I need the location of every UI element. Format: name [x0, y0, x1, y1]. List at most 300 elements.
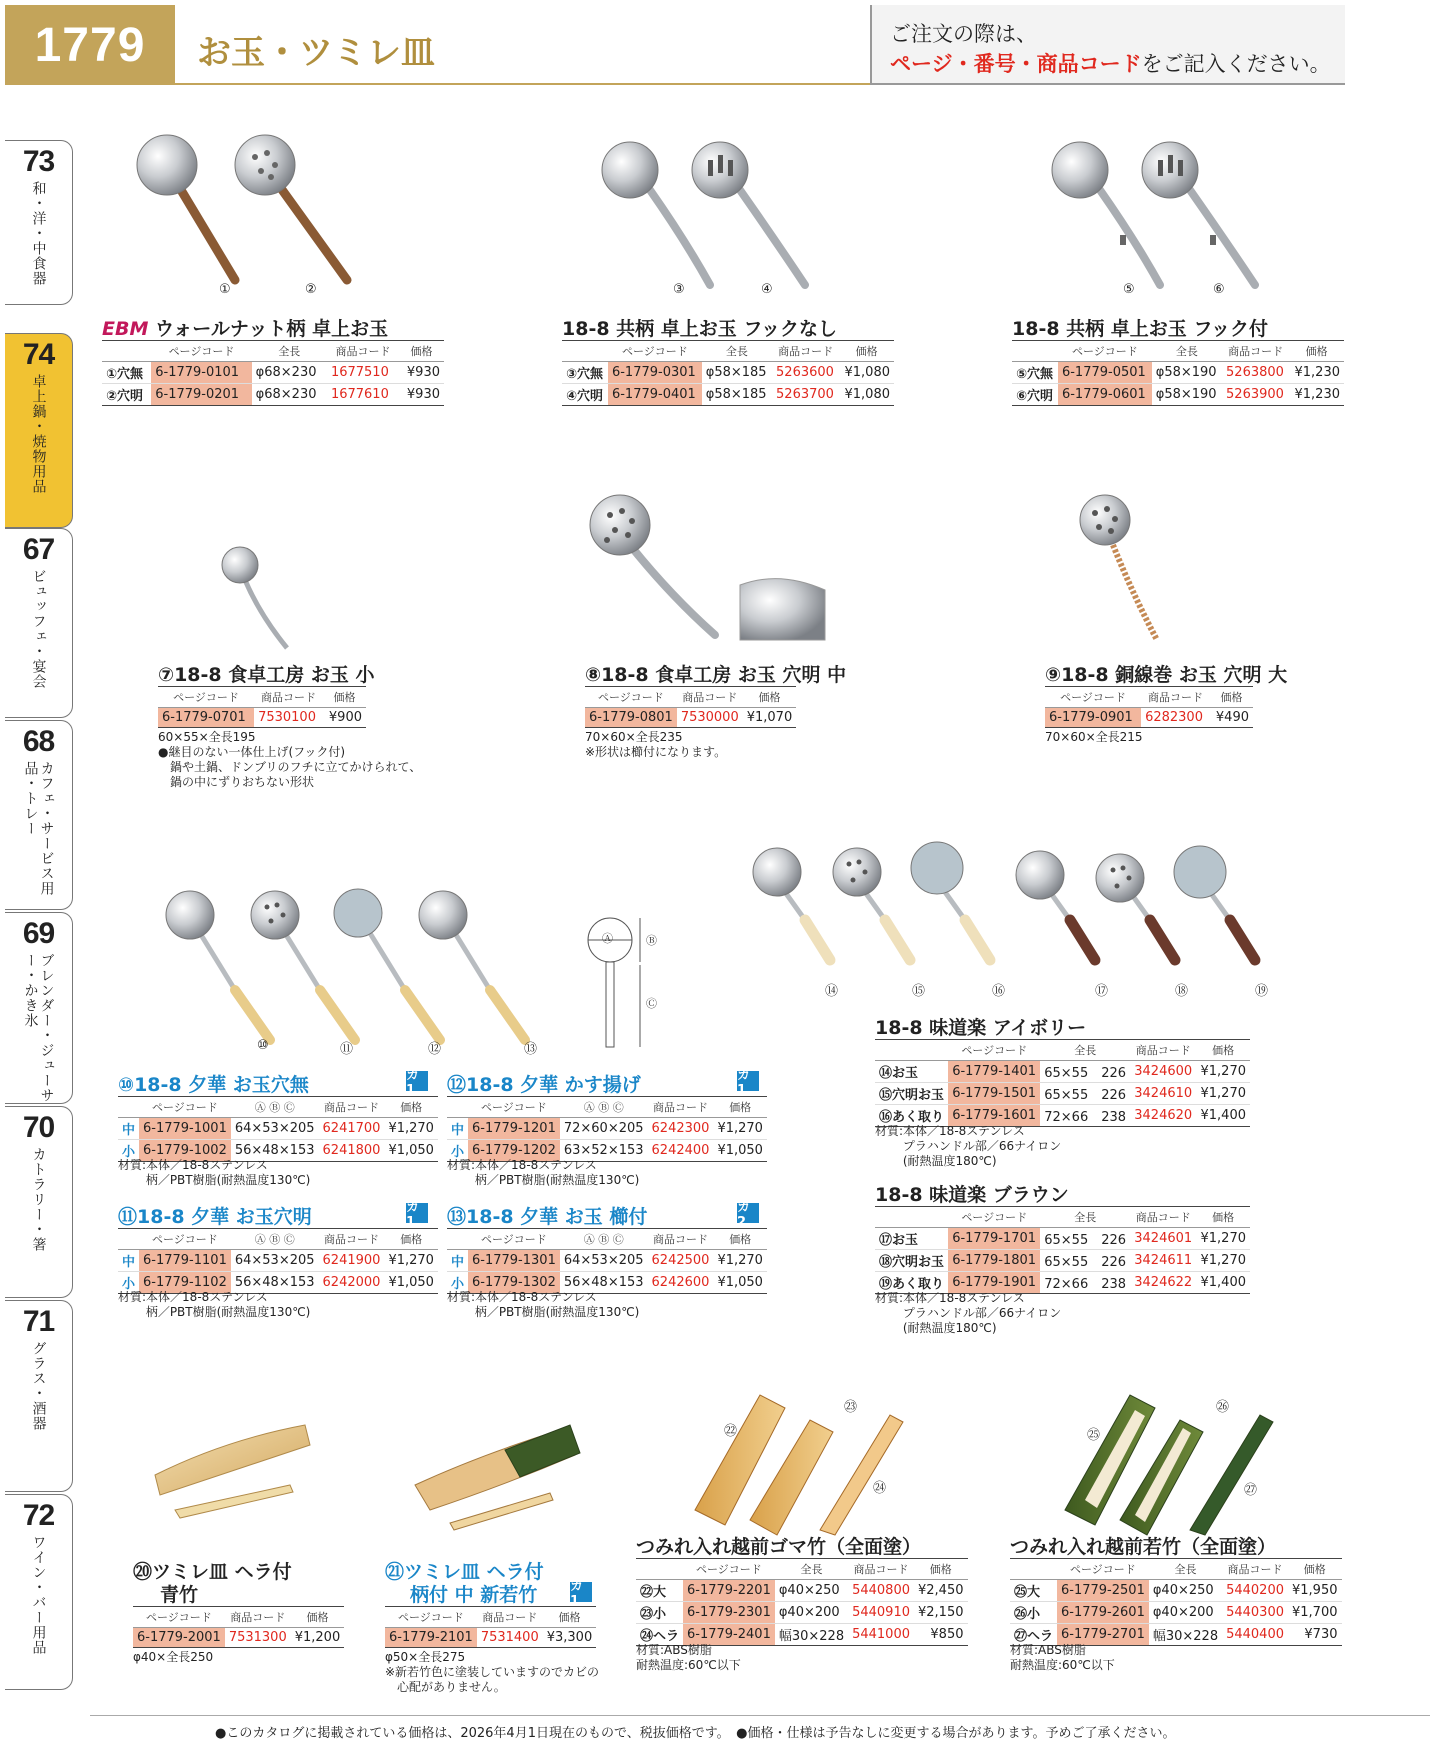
product-code: 6241700 — [319, 1118, 385, 1140]
col-header: 価格 — [384, 1229, 438, 1250]
variant: ⑯あく取り — [875, 1105, 948, 1127]
variant: ②穴明 — [102, 384, 151, 406]
variant: ㉕大 — [1010, 1580, 1057, 1602]
col-header: ページコード — [468, 1097, 560, 1118]
price: ¥850 — [914, 1624, 968, 1646]
price: ¥1,050 — [713, 1272, 767, 1294]
price: ¥1,400 — [1196, 1272, 1250, 1294]
table-row — [562, 384, 894, 406]
walnut-ladle-image — [125, 125, 365, 295]
item-number: ① — [219, 282, 231, 297]
note: ※形状は櫛付になります。 — [585, 745, 727, 759]
tab-label: グラス・酒器 — [30, 1341, 47, 1431]
variant: ㉓小 — [636, 1602, 683, 1624]
col-header: ページコード — [139, 1229, 231, 1250]
product-title: ㉑ツミレ皿 ヘラ付 — [385, 1561, 544, 1583]
col-header: ページコード — [158, 687, 254, 708]
col-header: ページコード — [608, 341, 702, 362]
col-header: Ⓐ Ⓑ Ⓒ — [560, 1229, 648, 1250]
col-header: ページコード — [468, 1229, 560, 1250]
page-number: 1779 — [5, 5, 175, 85]
table-row — [562, 362, 894, 384]
product-code: 3424620 — [1130, 1105, 1196, 1127]
page-code: 6-1779-1801 — [948, 1250, 1040, 1272]
item-number: ㉓ — [844, 1400, 858, 1415]
col-header: 商品コード — [319, 1097, 385, 1118]
price: ¥1,700 — [1288, 1602, 1342, 1624]
variant: ⑰お玉 — [875, 1228, 948, 1250]
material-note: 材質:ABS樹脂 耐熱温度:60℃以下 — [636, 1643, 741, 1672]
table-row — [636, 1580, 968, 1602]
material-note: 材質:本体／18-8ステンレス プラハンドル部／66ナイロン (耐熱温度180℃) — [875, 1291, 1062, 1335]
price: ¥730 — [1288, 1624, 1342, 1646]
col-header: 商品コード — [677, 687, 743, 708]
variant: ⑭お玉 — [875, 1061, 948, 1083]
col-header: 価格 — [291, 1607, 345, 1628]
page-code: 6-1779-2701 — [1057, 1624, 1149, 1646]
price: ¥1,270 — [1196, 1083, 1250, 1105]
product-title: つみれ入れ越前ゴマ竹（全面塗） — [636, 1536, 922, 1558]
product-code: 5440910 — [848, 1602, 914, 1624]
price-table — [133, 1606, 344, 1648]
col-header: 商品コード — [1130, 1207, 1196, 1228]
table-row — [447, 1250, 767, 1272]
item-number: ⑪ — [340, 1042, 354, 1057]
size: 65×55 226 — [1040, 1061, 1130, 1083]
product-title: ⑨18-8 銅線巻 お玉 穴明 大 — [1045, 664, 1288, 686]
variant: ⑲あく取り — [875, 1272, 948, 1294]
brand-label: EBM — [102, 318, 149, 340]
product-code: 5440400 — [1222, 1624, 1288, 1646]
product-title: 18-8 共柄 卓上お玉 フック付 — [1012, 318, 1269, 340]
col-header: 価格 — [839, 341, 894, 362]
size-label: 小 — [447, 1140, 468, 1162]
product-title: つみれ入れ越前若竹（全面塗） — [1010, 1536, 1277, 1558]
page-code: 6-1779-0401 — [608, 384, 702, 406]
col-header: ページコード — [151, 341, 251, 362]
price: ¥1,200 — [291, 1628, 345, 1648]
col-header: 全長 — [775, 1559, 848, 1580]
tab-number: 69 — [22, 917, 55, 950]
product-title: ⑪18-8 夕華 お玉穴明 — [118, 1206, 312, 1228]
size: φ40×250 — [1149, 1580, 1222, 1602]
page-code: 6-1779-1102 — [139, 1272, 231, 1294]
page-code: 6-1779-2301 — [683, 1602, 775, 1624]
size-label: 中 — [447, 1250, 468, 1272]
item-number: ④ — [761, 282, 773, 297]
page-code: 6-1779-2501 — [1057, 1580, 1149, 1602]
size: 64×53×205 — [231, 1118, 319, 1140]
table-row — [1045, 708, 1253, 728]
product-code: 1677510 — [327, 362, 399, 384]
col-header: 商品コード — [648, 1229, 714, 1250]
item-number: ⑩ — [257, 1038, 269, 1053]
table-row — [875, 1250, 1250, 1272]
size-label: 中 — [118, 1250, 139, 1272]
page-code: 6-1779-1901 — [948, 1272, 1040, 1294]
variant: ⑱穴明お玉 — [875, 1250, 948, 1272]
product-code: 3424622 — [1130, 1272, 1196, 1294]
page-code: 6-1779-1501 — [948, 1083, 1040, 1105]
page-code: 6-1779-2401 — [683, 1624, 775, 1646]
page-title: お玉・ツミレ皿 — [197, 33, 435, 73]
page-code: 6-1779-0601 — [1058, 384, 1152, 406]
tab-label: カトラリー・箸 — [30, 1147, 47, 1252]
price: ¥1,400 — [1196, 1105, 1250, 1127]
price-table — [1012, 340, 1344, 406]
variant: ㉔ヘラ — [636, 1624, 683, 1646]
item-number: ⑰ — [1095, 984, 1109, 999]
material-note: 材質:本体／18-8ステンレス 柄／PBT樹脂(耐熱温度130℃) — [118, 1290, 311, 1319]
price-table — [875, 1039, 1250, 1127]
material-note: 材質:本体／18-8ステンレス 柄／PBT樹脂(耐熱温度130℃) — [447, 1158, 640, 1187]
ka-badge: カ1 — [570, 1582, 592, 1602]
price-table — [118, 1096, 438, 1162]
col-header: 商品コード — [254, 687, 323, 708]
variant: ①穴無 — [102, 362, 151, 384]
table-row — [118, 1250, 438, 1272]
product-title: ⑫18-8 夕華 かす揚げ — [447, 1074, 641, 1096]
product-notes — [585, 730, 726, 760]
price: ¥490 — [1210, 708, 1253, 728]
size: 65×55 226 — [1040, 1250, 1130, 1272]
product-code: 6242300 — [648, 1118, 714, 1140]
ajidoraku-ladles-image — [745, 840, 1315, 995]
size: 65×55 226 — [1040, 1083, 1130, 1105]
tab-label: カフェ・サービス用品・トレー — [22, 761, 55, 896]
page-code: 6-1779-1302 — [468, 1272, 560, 1294]
tab-71[interactable] — [5, 1300, 73, 1492]
notice-rest: をご記入ください。 — [1141, 52, 1331, 76]
hookless-ladle-image — [590, 135, 830, 295]
page-code: 6-1779-2601 — [1057, 1602, 1149, 1624]
size: 56×48×153 — [231, 1140, 319, 1162]
col-header: 商品コード — [1130, 1040, 1196, 1061]
product-code: 5263600 — [772, 362, 839, 384]
price-table — [447, 1228, 767, 1294]
tab-70[interactable] — [5, 1106, 73, 1298]
product-code: 5263900 — [1222, 384, 1289, 406]
col-header: 価格 — [384, 1097, 438, 1118]
variant: ④穴明 — [562, 384, 608, 406]
title-bar — [175, 5, 870, 85]
product-code: 5263800 — [1222, 362, 1289, 384]
size: 幅30×228 — [775, 1624, 848, 1646]
item-number: ⑮ — [912, 984, 926, 999]
price: ¥2,450 — [914, 1580, 968, 1602]
product-title — [102, 314, 388, 341]
page-code: 6-1779-1001 — [139, 1118, 231, 1140]
col-header: ページコード — [948, 1040, 1040, 1061]
tab-74[interactable] — [5, 333, 73, 528]
item-number: ⑲ — [1255, 984, 1269, 999]
tab-number: 73 — [22, 145, 55, 178]
price: ¥1,270 — [384, 1118, 438, 1140]
table-row — [875, 1083, 1250, 1105]
price-table — [118, 1228, 438, 1294]
tab-73[interactable] — [5, 140, 73, 305]
col-header: ページコード — [139, 1097, 231, 1118]
product-code: 5263700 — [772, 384, 839, 406]
product-code: 6242400 — [648, 1140, 714, 1162]
table-row — [447, 1118, 767, 1140]
price-table — [1010, 1558, 1342, 1646]
medium-slotted-ladle-image — [585, 485, 835, 650]
tab-label: 卓上鍋・焼物用品 — [30, 374, 47, 494]
note: 鍋の中にずりおちない形状 — [158, 775, 315, 789]
price: ¥1,080 — [839, 362, 894, 384]
product-title: 18-8 共柄 卓上お玉 フックなし — [562, 318, 838, 340]
page-code: 6-1779-0801 — [585, 708, 677, 728]
product-code: 5440300 — [1222, 1602, 1288, 1624]
page-code: 6-1779-1101 — [139, 1250, 231, 1272]
col-header: 商品コード — [772, 341, 839, 362]
col-header: 価格 — [543, 1607, 597, 1628]
size: 63×52×153 — [560, 1140, 648, 1162]
col-header: 価格 — [1210, 687, 1253, 708]
col-header: 全長 — [1040, 1207, 1130, 1228]
tab-label: ワイン・バー用品 — [30, 1535, 47, 1655]
table-row — [102, 384, 444, 406]
page-code: 6-1779-0501 — [1058, 362, 1152, 384]
price-table — [102, 340, 444, 406]
table-row — [875, 1228, 1250, 1250]
wakatake-bamboo-image — [1055, 1390, 1295, 1540]
variant: ③穴無 — [562, 362, 608, 384]
size-label: 小 — [118, 1272, 139, 1294]
product-code: 6242500 — [648, 1250, 714, 1272]
col-header: 商品コード — [319, 1229, 385, 1250]
product-code: 5440200 — [1222, 1580, 1288, 1602]
diagram-label-a: Ⓐ — [602, 932, 613, 945]
item-number: ㉒ — [724, 1424, 738, 1439]
item-number: ⑯ — [992, 984, 1006, 999]
col-header: 全長 — [1040, 1040, 1130, 1061]
copper-wire-ladle-image — [1075, 485, 1195, 645]
size: 64×53×205 — [560, 1250, 648, 1272]
table-row — [1010, 1602, 1342, 1624]
col-header: 価格 — [1289, 341, 1344, 362]
size: 72×60×205 — [560, 1118, 648, 1140]
tab-label: ブレンダー・ジューサー・かき氷 — [22, 953, 55, 1103]
price-table — [585, 686, 796, 728]
dimension: 70×60×全長215 — [1045, 730, 1143, 744]
price: ¥1,270 — [1196, 1061, 1250, 1083]
col-header: Ⓐ Ⓑ Ⓒ — [231, 1097, 319, 1118]
price-table — [875, 1206, 1250, 1294]
size: 64×53×205 — [231, 1250, 319, 1272]
material-note: 材質:本体／18-8ステンレス プラハンドル部／66ナイロン (耐熱温度180℃) — [875, 1124, 1062, 1168]
size-label: 中 — [118, 1118, 139, 1140]
col-header: 価格 — [914, 1559, 968, 1580]
page-code: 6-1779-0101 — [151, 362, 251, 384]
product-notes: φ50×全長275 ※新若竹色に塗装していますのでカビの 心配がありません。 — [385, 1650, 600, 1694]
table-row — [1010, 1580, 1342, 1602]
price-table — [447, 1096, 767, 1162]
size: 72×66 238 — [1040, 1105, 1130, 1127]
table-row — [875, 1061, 1250, 1083]
col-header: 商品コード — [1222, 341, 1289, 362]
dimension: 70×60×全長235 — [585, 730, 683, 744]
col-header: 価格 — [1196, 1040, 1250, 1061]
col-header: Ⓐ Ⓑ Ⓒ — [231, 1229, 319, 1250]
price: ¥1,050 — [384, 1140, 438, 1162]
col-header: 商品コード — [848, 1559, 914, 1580]
tab-68[interactable] — [5, 720, 73, 910]
note: 鍋や土鍋、ドンブリのフチに立てかけられて、 — [158, 760, 422, 774]
table-row — [1012, 362, 1344, 384]
order-notice — [870, 5, 1345, 85]
goma-bamboo-image — [685, 1390, 925, 1540]
material-note: 材質:本体／18-8ステンレス 柄／PBT樹脂(耐熱温度130℃) — [447, 1290, 640, 1319]
price: ¥3,300 — [543, 1628, 597, 1648]
product-code: 3424600 — [1130, 1061, 1196, 1083]
product-code: 6282300 — [1141, 708, 1210, 728]
product-title: 18-8 味道楽 アイボリー — [875, 1017, 1087, 1039]
price: ¥1,270 — [1196, 1250, 1250, 1272]
price: ¥1,270 — [384, 1250, 438, 1272]
tab-67[interactable] — [5, 528, 73, 718]
col-header: ページコード — [1058, 341, 1152, 362]
col-header: 商品コード — [1141, 687, 1210, 708]
price: ¥900 — [323, 708, 366, 728]
size: 56×48×153 — [560, 1272, 648, 1294]
size: φ68×230 — [252, 384, 327, 406]
size: φ40×200 — [775, 1602, 848, 1624]
price: ¥1,050 — [384, 1272, 438, 1294]
product-title-text: ウォールナット柄 卓上お玉 — [148, 318, 389, 340]
table-row — [118, 1118, 438, 1140]
product-title: 18-8 味道楽 ブラウン — [875, 1184, 1069, 1206]
size: 56×48×153 — [231, 1272, 319, 1294]
table-row — [158, 708, 366, 728]
product-code: 3424601 — [1130, 1228, 1196, 1250]
variant: ㉖小 — [1010, 1602, 1057, 1624]
product-title: ⑳ツミレ皿 ヘラ付 — [133, 1561, 292, 1583]
variant: ⑥穴明 — [1012, 384, 1058, 406]
product-code: 7531400 — [477, 1628, 543, 1648]
ka-badge: カ1 — [406, 1203, 428, 1223]
col-header: 価格 — [323, 687, 366, 708]
col-header: 全長 — [1149, 1559, 1222, 1580]
item-number: ⑭ — [825, 984, 839, 999]
col-header: ページコード — [385, 1607, 477, 1628]
size: φ40×200 — [1149, 1602, 1222, 1624]
page-code: 6-1779-0901 — [1045, 708, 1141, 728]
col-header: ページコード — [683, 1559, 775, 1580]
item-number: ㉕ — [1087, 1428, 1101, 1443]
product-title: ⑬18-8 夕華 お玉 櫛付 — [447, 1206, 648, 1228]
price: ¥2,150 — [914, 1602, 968, 1624]
price: ¥1,950 — [1288, 1580, 1342, 1602]
table-row — [133, 1628, 344, 1648]
size: φ58×185 — [702, 384, 772, 406]
page-code: 6-1779-1301 — [468, 1250, 560, 1272]
footer-note: ●このカタログに掲載されている価格は、2026年4月1日現在のもので、税抜価格です。 ●価格・仕様は予告なしに変更する場合があります。予めご了承ください。 — [215, 1726, 1176, 1741]
tab-number: 74 — [22, 338, 55, 371]
price-table — [1045, 686, 1253, 728]
product-code: 6241800 — [319, 1140, 385, 1162]
page-code: 6-1779-1202 — [468, 1140, 560, 1162]
price: ¥1,230 — [1289, 362, 1344, 384]
size-label: 小 — [447, 1272, 468, 1294]
table-row — [636, 1602, 968, 1624]
notice-line1: ご注文の際は、 — [890, 22, 1037, 46]
size: φ58×185 — [702, 362, 772, 384]
col-header: 全長 — [252, 341, 327, 362]
col-header: ページコード — [133, 1607, 225, 1628]
product-notes — [158, 730, 421, 790]
page-code: 6-1779-1401 — [948, 1061, 1040, 1083]
page-code: 6-1779-0701 — [158, 708, 254, 728]
product-code: 7531300 — [225, 1628, 291, 1648]
item-number: ⑱ — [1175, 984, 1189, 999]
product-code: 3424610 — [1130, 1083, 1196, 1105]
ka-badge: カ2 — [737, 1203, 759, 1223]
diagram-label-b: Ⓑ — [646, 934, 657, 947]
col-header: 商品コード — [1222, 1559, 1288, 1580]
product-subtitle: 青竹 — [160, 1584, 199, 1606]
tab-72[interactable] — [5, 1494, 73, 1690]
price-table — [562, 340, 894, 406]
page-code: 6-1779-1201 — [468, 1118, 560, 1140]
price: ¥1,270 — [713, 1118, 767, 1140]
price: ¥1,050 — [713, 1140, 767, 1162]
price: ¥1,230 — [1289, 384, 1344, 406]
item-number: ㉔ — [873, 1481, 887, 1496]
col-header: 価格 — [743, 687, 797, 708]
tab-69[interactable] — [5, 912, 73, 1104]
page-code: 6-1779-0201 — [151, 384, 251, 406]
product-subtitle: 柄付 中 新若竹 — [410, 1584, 538, 1606]
product-code: 6242600 — [648, 1272, 714, 1294]
item-number: ⑫ — [428, 1042, 442, 1057]
item-number: ㉖ — [1216, 1400, 1230, 1415]
yuka-ladles-image — [165, 885, 565, 1045]
price-table — [636, 1558, 968, 1646]
product-code: 6241900 — [319, 1250, 385, 1272]
product-title: ⑧18-8 食卓工房 お玉 穴明 中 — [585, 664, 847, 686]
size: 65×55 226 — [1040, 1228, 1130, 1250]
price: ¥930 — [399, 384, 444, 406]
price: ¥1,070 — [743, 708, 797, 728]
note: ●継目のない一体仕上げ(フック付) — [158, 745, 345, 759]
page-code: 6-1779-2201 — [683, 1580, 775, 1602]
variant: ⑮穴明お玉 — [875, 1083, 948, 1105]
item-number: ㉗ — [1244, 1483, 1258, 1498]
size: 72×66 238 — [1040, 1272, 1130, 1294]
tab-label: 和・洋・中食器 — [30, 181, 47, 286]
product-code: 7530000 — [677, 708, 743, 728]
col-header: 商品コード — [327, 341, 399, 362]
product-code: 1677610 — [327, 384, 399, 406]
size: φ68×230 — [252, 362, 327, 384]
item-number: ⑥ — [1213, 282, 1225, 297]
product-code: 3424611 — [1130, 1250, 1196, 1272]
col-header: ページコード — [948, 1207, 1040, 1228]
table-row — [385, 1628, 596, 1648]
col-header: 価格 — [713, 1229, 767, 1250]
product-code: 6242000 — [319, 1272, 385, 1294]
price: ¥1,270 — [1196, 1228, 1250, 1250]
item-number: ⑬ — [524, 1042, 538, 1057]
small-ladle-image — [215, 540, 305, 655]
ka-badge: カ1 — [406, 1071, 428, 1091]
page-code: 6-1779-1601 — [948, 1105, 1040, 1127]
col-header: 商品コード — [477, 1607, 543, 1628]
hook-ladle-image — [1040, 135, 1280, 295]
price-table — [385, 1606, 596, 1648]
